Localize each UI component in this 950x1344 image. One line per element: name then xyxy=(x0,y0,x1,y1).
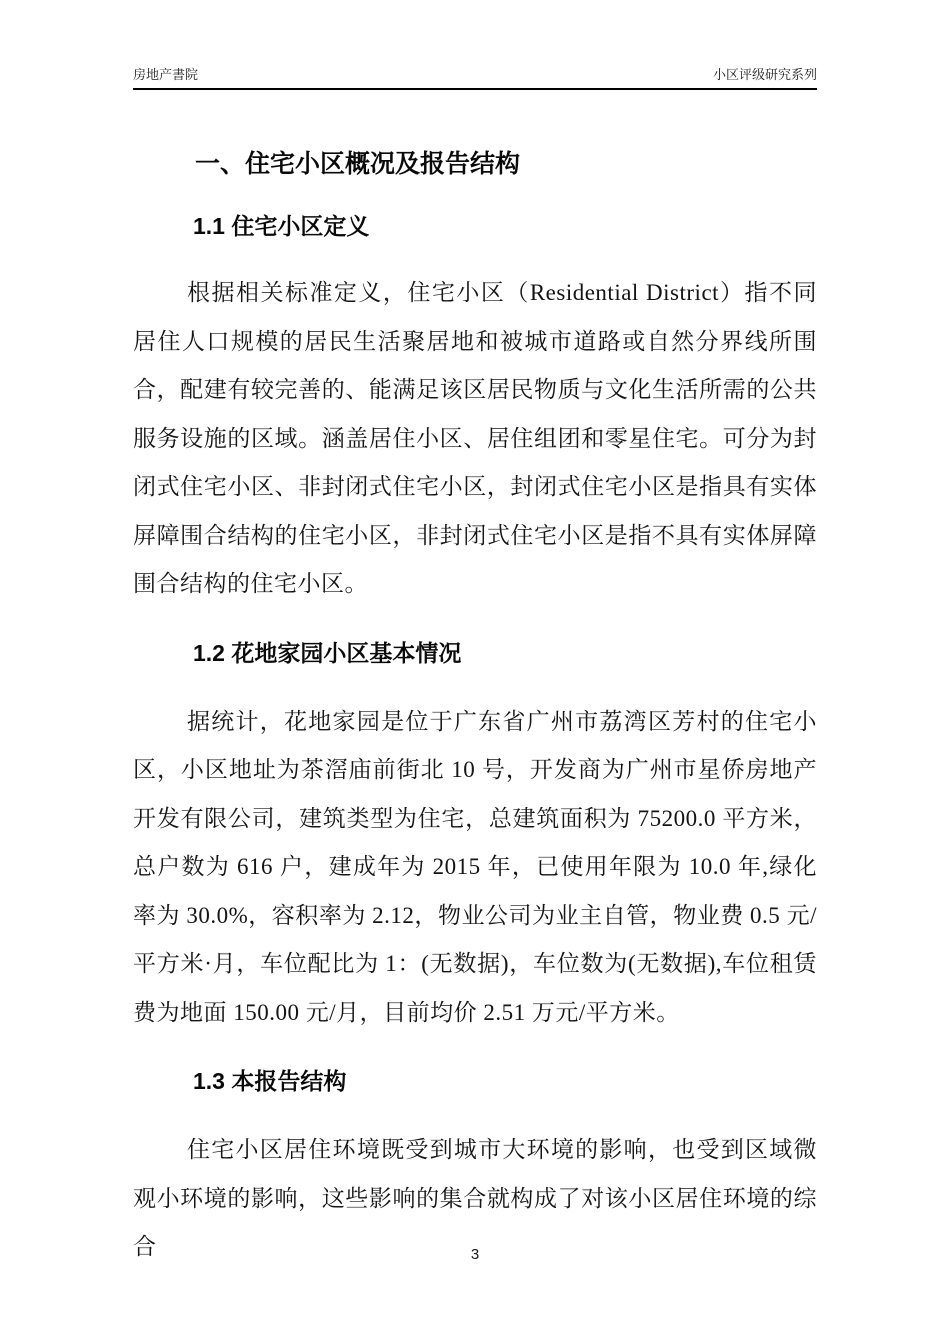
chapter-title: 一、住宅小区概况及报告结构 xyxy=(195,150,521,178)
section-heading-1-3: 1.3 本报告结构 xyxy=(193,1068,347,1094)
page-number: 3 xyxy=(470,1246,480,1263)
section-heading-1-1: 1.1 住宅小区定义 xyxy=(193,213,370,239)
section-paragraph-1-1: 根据相关标准定义，住宅小区（Residential District）指不同居住人口规模的居民生活聚居地和被城市道路或自然分界线所围合，配建有较完善的、能满足该区居民物质与文化生活所需的公共服务设施的区域。涵盖居住小区、居住组团和零星住宅。可分为封闭式住宅小区、非封闭式住宅小区，封闭式住宅小区是指具有实体屏障围合结构的住宅小区，非封闭式住宅小区是指不具有实体屏障围合结构的住宅小区。 xyxy=(133,280,817,596)
header-right-text: 小区评级研究系列 xyxy=(712,67,817,82)
running-header xyxy=(133,68,817,90)
section-heading-1-2: 1.2 花地家园小区基本情况 xyxy=(193,639,462,666)
header-left-text: 房地产書院 xyxy=(133,67,199,82)
section-paragraph-1-2: 据统计，花地家园是位于广东省广州市荔湾区芳村的住宅小区，小区地址为茶滘庙前街北 10 号，开发商为广州市星侨房地产开发有限公司，建筑类型为住宅，总建筑面积为 75200.0 平方米，总户数为 616 户，建成年为 2015 年，已使用年限为 10.0 年,绿化率为 30.0%，容积率为 2.12，物业公司为业主自管，物业费 0.5 元/平方米·月，车位配比为 1：(无数据)，车位数为(无数据),车位租赁费为地面 150.00 元/月，目前均价 2.51 万元/平方米。 xyxy=(133,708,817,1025)
section-paragraph-1-3: 住宅小区居住环境既受到城市大环境的影响，也受到区域微观小环境的影响，这些影响的集合就构成了对该小区居住环境的综合 xyxy=(133,1137,817,1259)
page-footer xyxy=(0,1246,950,1263)
page-content xyxy=(133,149,817,1272)
